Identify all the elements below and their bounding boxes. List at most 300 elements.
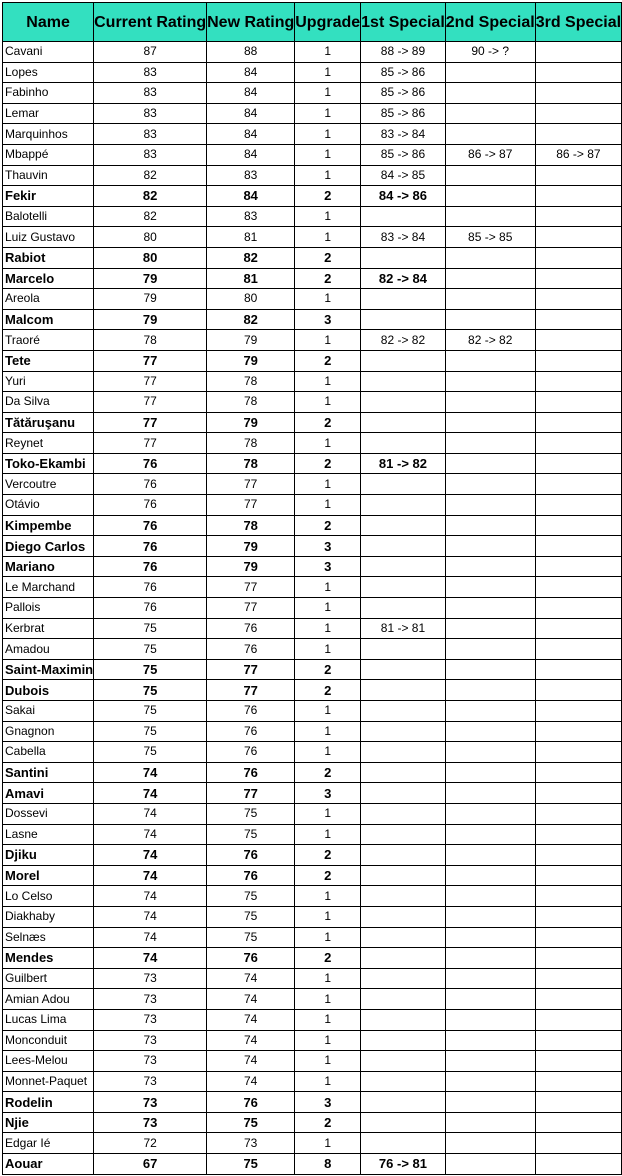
special-3-cell: [535, 62, 621, 83]
special-1-cell: [361, 598, 446, 619]
special-3-cell: [535, 186, 621, 207]
current-rating-cell: 73: [94, 968, 207, 989]
table-row: [3, 289, 622, 310]
new-rating-cell: 81: [207, 227, 295, 248]
upgrade-cell: 1: [295, 577, 361, 598]
upgrade-cell: 1: [295, 803, 361, 824]
current-rating-cell: 73: [94, 1092, 207, 1113]
table-row: [3, 515, 622, 536]
upgrade-cell: 2: [295, 412, 361, 433]
table-row: [3, 1051, 622, 1072]
new-rating-cell: 75: [207, 1154, 295, 1175]
special-3-cell: [535, 639, 621, 660]
table-row: [3, 83, 622, 104]
new-rating-cell: 76: [207, 721, 295, 742]
new-rating-cell: 74: [207, 1051, 295, 1072]
special-3-cell: [535, 453, 621, 474]
current-rating-cell: 74: [94, 886, 207, 907]
new-rating-cell: 78: [207, 433, 295, 454]
table-row: [3, 1154, 622, 1175]
name-cell: Malcom: [3, 309, 94, 330]
name-cell: Amian Adou: [3, 989, 94, 1010]
current-rating-cell: 73: [94, 1009, 207, 1030]
special-1-cell: 85 -> 86: [361, 62, 446, 83]
name-cell: Dossevi: [3, 803, 94, 824]
special-2-cell: [445, 783, 535, 804]
upgrade-cell: 2: [295, 186, 361, 207]
special-2-cell: [445, 186, 535, 207]
current-rating-cell: 76: [94, 453, 207, 474]
upgrade-cell: 1: [295, 124, 361, 145]
name-cell: Morel: [3, 865, 94, 886]
new-rating-cell: 77: [207, 598, 295, 619]
special-1-cell: [361, 350, 446, 371]
special-2-cell: [445, 268, 535, 289]
current-rating-cell: 78: [94, 330, 207, 351]
special-1-cell: 82 -> 84: [361, 268, 446, 289]
upgrade-cell: 3: [295, 309, 361, 330]
new-rating-cell: 76: [207, 1092, 295, 1113]
special-3-cell: [535, 350, 621, 371]
new-rating-cell: 74: [207, 968, 295, 989]
special-2-cell: [445, 289, 535, 310]
special-2-cell: [445, 886, 535, 907]
special-3-cell: [535, 598, 621, 619]
current-rating-cell: 73: [94, 1071, 207, 1092]
special-2-cell: [445, 1071, 535, 1092]
special-1-cell: [361, 721, 446, 742]
current-rating-cell: 80: [94, 227, 207, 248]
name-cell: Lo Celso: [3, 886, 94, 907]
upgrade-cell: 3: [295, 1092, 361, 1113]
special-2-cell: [445, 762, 535, 783]
new-rating-cell: 84: [207, 124, 295, 145]
current-rating-cell: 67: [94, 1154, 207, 1175]
name-cell: Thauvin: [3, 165, 94, 186]
special-2-cell: [445, 948, 535, 969]
upgrade-cell: 1: [295, 495, 361, 516]
new-rating-cell: 75: [207, 803, 295, 824]
special-1-cell: [361, 1009, 446, 1030]
special-1-cell: 81 -> 81: [361, 618, 446, 639]
table-body: [3, 42, 622, 1175]
current-rating-cell: 74: [94, 824, 207, 845]
special-3-cell: [535, 618, 621, 639]
special-2-cell: [445, 103, 535, 124]
table-row: [3, 186, 622, 207]
special-3-cell: [535, 762, 621, 783]
ratings-table: [2, 2, 622, 1175]
special-2-cell: [445, 453, 535, 474]
special-2-cell: [445, 1092, 535, 1113]
table-row: [3, 206, 622, 227]
special-1-cell: [361, 247, 446, 268]
special-2-cell: [445, 845, 535, 866]
new-rating-cell: 82: [207, 247, 295, 268]
special-2-cell: [445, 350, 535, 371]
current-rating-cell: 74: [94, 845, 207, 866]
current-rating-cell: 76: [94, 577, 207, 598]
name-cell: Tete: [3, 350, 94, 371]
special-2-cell: [445, 865, 535, 886]
new-rating-cell: 75: [207, 824, 295, 845]
current-rating-cell: 76: [94, 598, 207, 619]
special-2-cell: [445, 1112, 535, 1133]
special-2-cell: [445, 206, 535, 227]
new-rating-cell: 78: [207, 453, 295, 474]
current-rating-cell: 75: [94, 721, 207, 742]
special-2-cell: [445, 536, 535, 557]
table-row: [3, 268, 622, 289]
name-cell: Dubois: [3, 680, 94, 701]
special-1-cell: [361, 495, 446, 516]
upgrade-cell: 3: [295, 536, 361, 557]
special-2-cell: [445, 83, 535, 104]
upgrade-cell: 1: [295, 927, 361, 948]
special-2-cell: [445, 62, 535, 83]
current-rating-cell: 77: [94, 371, 207, 392]
current-rating-cell: 76: [94, 474, 207, 495]
current-rating-cell: 74: [94, 762, 207, 783]
table-row: [3, 598, 622, 619]
table-row: [3, 42, 622, 63]
special-2-cell: [445, 495, 535, 516]
special-1-cell: [361, 824, 446, 845]
upgrade-cell: 1: [295, 289, 361, 310]
special-3-cell: [535, 1071, 621, 1092]
table-row: [3, 742, 622, 763]
new-rating-cell: 80: [207, 289, 295, 310]
special-2-cell: [445, 989, 535, 1010]
table-row: [3, 124, 622, 145]
upgrade-cell: 1: [295, 144, 361, 165]
upgrade-cell: 1: [295, 474, 361, 495]
name-cell: Yuri: [3, 371, 94, 392]
name-cell: Lucas Lima: [3, 1009, 94, 1030]
upgrade-cell: 1: [295, 968, 361, 989]
col-header-1st-special: 1st Special: [361, 3, 446, 42]
special-2-cell: [445, 165, 535, 186]
current-rating-cell: 73: [94, 989, 207, 1010]
table-row: [3, 1112, 622, 1133]
new-rating-cell: 76: [207, 618, 295, 639]
special-3-cell: [535, 227, 621, 248]
special-2-cell: [445, 309, 535, 330]
upgrade-cell: 2: [295, 268, 361, 289]
name-cell: Njie: [3, 1112, 94, 1133]
upgrade-cell: 3: [295, 783, 361, 804]
table-row: [3, 762, 622, 783]
new-rating-cell: 77: [207, 495, 295, 516]
special-3-cell: [535, 556, 621, 577]
new-rating-cell: 77: [207, 680, 295, 701]
special-3-cell: [535, 989, 621, 1010]
new-rating-cell: 77: [207, 474, 295, 495]
name-cell: Balotelli: [3, 206, 94, 227]
name-cell: Monnet-Paquet: [3, 1071, 94, 1092]
name-cell: Cabella: [3, 742, 94, 763]
name-cell: Mbappé: [3, 144, 94, 165]
upgrade-cell: 1: [295, 206, 361, 227]
special-1-cell: [361, 845, 446, 866]
current-rating-cell: 82: [94, 186, 207, 207]
special-3-cell: [535, 474, 621, 495]
table-row: [3, 1030, 622, 1051]
new-rating-cell: 82: [207, 309, 295, 330]
table-row: [3, 989, 622, 1010]
special-1-cell: [361, 1092, 446, 1113]
current-rating-cell: 74: [94, 906, 207, 927]
special-1-cell: [361, 906, 446, 927]
new-rating-cell: 79: [207, 556, 295, 577]
name-cell: Monconduit: [3, 1030, 94, 1051]
special-1-cell: [361, 309, 446, 330]
special-3-cell: [535, 392, 621, 413]
special-3-cell: [535, 701, 621, 722]
special-1-cell: [361, 1133, 446, 1154]
special-1-cell: [361, 783, 446, 804]
special-1-cell: [361, 1112, 446, 1133]
special-1-cell: [361, 659, 446, 680]
current-rating-cell: 74: [94, 783, 207, 804]
table-row: [3, 371, 622, 392]
special-1-cell: [361, 762, 446, 783]
upgrade-cell: 1: [295, 886, 361, 907]
special-3-cell: [535, 845, 621, 866]
new-rating-cell: 74: [207, 1071, 295, 1092]
upgrade-cell: 2: [295, 515, 361, 536]
upgrade-cell: 1: [295, 1009, 361, 1030]
special-3-cell: [535, 289, 621, 310]
new-rating-cell: 84: [207, 144, 295, 165]
table-row: [3, 412, 622, 433]
new-rating-cell: 77: [207, 783, 295, 804]
special-2-cell: [445, 598, 535, 619]
current-rating-cell: 76: [94, 536, 207, 557]
special-2-cell: [445, 1154, 535, 1175]
name-cell: Rodelin: [3, 1092, 94, 1113]
upgrade-cell: 1: [295, 1051, 361, 1072]
name-cell: Selnæs: [3, 927, 94, 948]
table-row: [3, 330, 622, 351]
table-row: [3, 886, 622, 907]
special-1-cell: 84 -> 86: [361, 186, 446, 207]
table-row: [3, 392, 622, 413]
special-1-cell: [361, 803, 446, 824]
col-header-upgrade: Upgrade: [295, 3, 361, 42]
new-rating-cell: 78: [207, 392, 295, 413]
new-rating-cell: 77: [207, 659, 295, 680]
new-rating-cell: 75: [207, 886, 295, 907]
name-cell: Traoré: [3, 330, 94, 351]
current-rating-cell: 75: [94, 701, 207, 722]
new-rating-cell: 75: [207, 927, 295, 948]
col-header-current-rating: Current Rating: [94, 3, 207, 42]
name-cell: Gnagnon: [3, 721, 94, 742]
upgrade-cell: 1: [295, 1030, 361, 1051]
current-rating-cell: 77: [94, 392, 207, 413]
new-rating-cell: 76: [207, 865, 295, 886]
current-rating-cell: 83: [94, 124, 207, 145]
upgrade-cell: 1: [295, 1133, 361, 1154]
special-3-cell: [535, 742, 621, 763]
new-rating-cell: 81: [207, 268, 295, 289]
new-rating-cell: 79: [207, 536, 295, 557]
special-3-cell: [535, 330, 621, 351]
special-1-cell: 83 -> 84: [361, 124, 446, 145]
name-cell: Kimpembe: [3, 515, 94, 536]
name-cell: Fabinho: [3, 83, 94, 104]
upgrade-cell: 2: [295, 845, 361, 866]
table-row: [3, 865, 622, 886]
special-3-cell: [535, 1092, 621, 1113]
special-2-cell: [445, 1009, 535, 1030]
table-row: [3, 803, 622, 824]
table-row: [3, 948, 622, 969]
special-3-cell: [535, 824, 621, 845]
special-1-cell: [361, 1051, 446, 1072]
special-3-cell: [535, 103, 621, 124]
new-rating-cell: 84: [207, 186, 295, 207]
special-3-cell: [535, 42, 621, 63]
special-1-cell: [361, 989, 446, 1010]
table-row: [3, 247, 622, 268]
new-rating-cell: 76: [207, 701, 295, 722]
table-row: [3, 845, 622, 866]
special-1-cell: [361, 433, 446, 454]
current-rating-cell: 77: [94, 433, 207, 454]
table-row: [3, 659, 622, 680]
name-cell: Mendes: [3, 948, 94, 969]
special-2-cell: [445, 906, 535, 927]
special-2-cell: [445, 515, 535, 536]
table-row: [3, 680, 622, 701]
upgrade-cell: 1: [295, 165, 361, 186]
special-3-cell: [535, 83, 621, 104]
table-row: [3, 227, 622, 248]
current-rating-cell: 83: [94, 62, 207, 83]
upgrade-cell: 1: [295, 701, 361, 722]
special-1-cell: [361, 968, 446, 989]
current-rating-cell: 74: [94, 803, 207, 824]
special-1-cell: 85 -> 86: [361, 83, 446, 104]
name-cell: Santini: [3, 762, 94, 783]
col-header-new-rating: New Rating: [207, 3, 295, 42]
new-rating-cell: 88: [207, 42, 295, 63]
current-rating-cell: 72: [94, 1133, 207, 1154]
special-1-cell: [361, 948, 446, 969]
name-cell: Lasne: [3, 824, 94, 845]
upgrade-cell: 1: [295, 824, 361, 845]
special-1-cell: [361, 515, 446, 536]
special-2-cell: [445, 1133, 535, 1154]
table-row: [3, 1092, 622, 1113]
col-header-3rd-special: 3rd Special: [535, 3, 621, 42]
special-1-cell: 85 -> 86: [361, 103, 446, 124]
special-3-cell: [535, 1030, 621, 1051]
upgrade-cell: 2: [295, 865, 361, 886]
upgrade-cell: 1: [295, 371, 361, 392]
new-rating-cell: 78: [207, 515, 295, 536]
current-rating-cell: 76: [94, 495, 207, 516]
col-header-name: Name: [3, 3, 94, 42]
table-row: [3, 927, 622, 948]
current-rating-cell: 83: [94, 144, 207, 165]
current-rating-cell: 75: [94, 659, 207, 680]
name-cell: Areola: [3, 289, 94, 310]
special-2-cell: [445, 124, 535, 145]
current-rating-cell: 76: [94, 556, 207, 577]
name-cell: Diego Carlos: [3, 536, 94, 557]
name-cell: Aouar: [3, 1154, 94, 1175]
special-3-cell: [535, 1112, 621, 1133]
special-1-cell: 88 -> 89: [361, 42, 446, 63]
special-3-cell: [535, 1154, 621, 1175]
upgrade-cell: 1: [295, 83, 361, 104]
special-2-cell: 86 -> 87: [445, 144, 535, 165]
new-rating-cell: 74: [207, 989, 295, 1010]
table-row: [3, 1071, 622, 1092]
special-3-cell: [535, 680, 621, 701]
special-1-cell: [361, 289, 446, 310]
special-1-cell: [361, 474, 446, 495]
special-3-cell: [535, 865, 621, 886]
name-cell: Tătăruşanu: [3, 412, 94, 433]
new-rating-cell: 74: [207, 1030, 295, 1051]
name-cell: Cavani: [3, 42, 94, 63]
upgrade-cell: 1: [295, 392, 361, 413]
special-3-cell: [535, 948, 621, 969]
special-2-cell: [445, 392, 535, 413]
special-3-cell: [535, 247, 621, 268]
special-3-cell: [535, 495, 621, 516]
special-2-cell: [445, 701, 535, 722]
special-1-cell: [361, 742, 446, 763]
special-3-cell: [535, 577, 621, 598]
special-3-cell: [535, 886, 621, 907]
table-row: [3, 495, 622, 516]
name-cell: Lopes: [3, 62, 94, 83]
current-rating-cell: 80: [94, 247, 207, 268]
name-cell: Lemar: [3, 103, 94, 124]
new-rating-cell: 75: [207, 906, 295, 927]
special-1-cell: [361, 639, 446, 660]
current-rating-cell: 82: [94, 206, 207, 227]
current-rating-cell: 75: [94, 639, 207, 660]
special-2-cell: [445, 659, 535, 680]
table-row: [3, 144, 622, 165]
special-3-cell: [535, 659, 621, 680]
upgrade-cell: 3: [295, 556, 361, 577]
special-3-cell: [535, 165, 621, 186]
table-row: [3, 453, 622, 474]
upgrade-cell: 2: [295, 247, 361, 268]
header-row: [3, 3, 622, 42]
current-rating-cell: 73: [94, 1051, 207, 1072]
upgrade-cell: 1: [295, 42, 361, 63]
special-3-cell: [535, 206, 621, 227]
table-row: [3, 474, 622, 495]
upgrade-cell: 2: [295, 762, 361, 783]
current-rating-cell: 74: [94, 865, 207, 886]
special-3-cell: [535, 536, 621, 557]
special-3-cell: [535, 1133, 621, 1154]
table-row: [3, 639, 622, 660]
upgrade-cell: 2: [295, 350, 361, 371]
name-cell: Toko-Ekambi: [3, 453, 94, 474]
name-cell: Edgar Ié: [3, 1133, 94, 1154]
special-2-cell: [445, 474, 535, 495]
